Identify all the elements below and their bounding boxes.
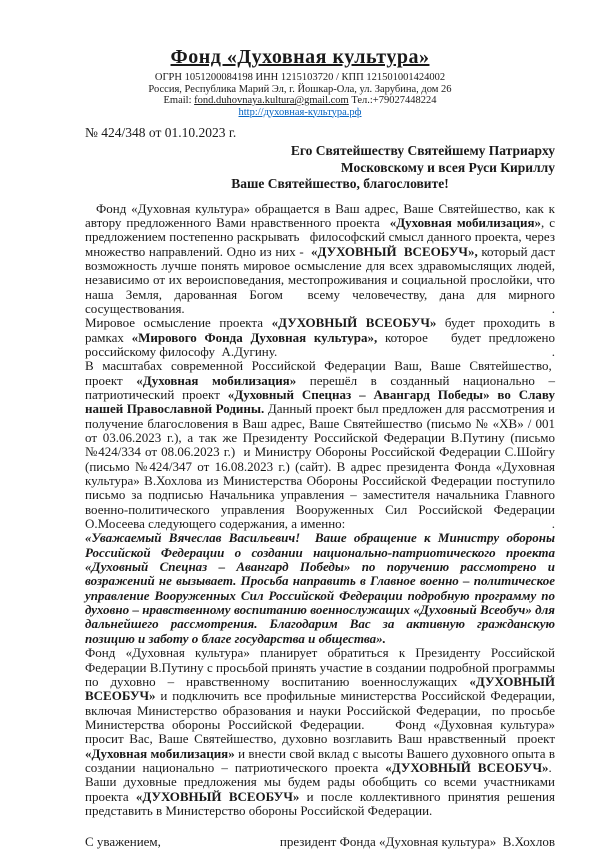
email-link[interactable]: fond.duhovnaya.kultura@gmail.com [194, 95, 349, 106]
text-run: . Ваши духовные предложения мы будем рады обобщить со всеми участниками проекта [85, 759, 555, 804]
text-run: . [551, 343, 555, 359]
contact-line [0, 95, 600, 107]
salutation: Ваше Святейшество, благословите! [231, 176, 449, 191]
text-run: . [551, 516, 555, 532]
text-run: «ДУХОВНЫЙ ВСЕОБУЧ» [271, 315, 437, 331]
addressee-line-2: Московскому и всея Руси Кириллу [340, 159, 555, 175]
letterhead [0, 0, 600, 118]
website-line [0, 107, 600, 119]
text-run: «Духовная мобилизация» [136, 372, 297, 388]
postal-address-line: Россия, Республика Марий Эл, г. Йошкар-Ола, ул. Зарубина, дом 26 [148, 83, 452, 95]
text-run: Фонд «Духовная культура» планирует обратиться к Президенту Российской Федерации В.Путину с просьбой принять участие в создании подробной программы по духовно – нравственному воспитанию военнослужащих [85, 645, 555, 689]
addressee-block [85, 143, 555, 176]
text-run: В масштабах современной Российской Федерации Ваш, Ваше Святейшество, проект [85, 358, 555, 388]
registration-line: ОГРН 1051200084198 ИНН 1215103720 / КПП 121501001424002 [154, 72, 446, 83]
body-paragraph [85, 359, 555, 531]
website-link[interactable]: http://духовная-культура.рф [238, 106, 362, 118]
text-run: «ДУХОВНЫЙ ВСЕОБУЧ» [85, 673, 555, 704]
text-run: «ДУХОВНЫЙ ВСЕОБУЧ» [135, 788, 300, 804]
phone-number: Тел.:+79027448224 [348, 95, 437, 106]
text-run: . [551, 300, 555, 316]
text-run: и подключить все профильные министерства Российской Федерации, включая Министерство образования и науки Российской Федерации, по просьбе Министерства обороны Российской Федерации. Фонд «Духовная культура» просит Вас, Ваше Святейшество, духовно возглавить Ваш нравственный проект [85, 688, 555, 747]
body-paragraph [85, 646, 555, 818]
text-run: который даст возможность лучше понять мировое осмысление для всех здравомыслящих людей, независимо от их вероисповедания, местопроживания и социальной прослойки, что наша Земля, дарованная Богом всему человечеству, дана для мирного сосуществования. [85, 243, 555, 316]
text-run: и внести свой вклад с высоты Вашего духовного опыта в создании национально – патриотического проекта [85, 745, 555, 775]
text-run: Данный проект был предложен для рассмотрения и получение благословения в Ваш адрес, Ваше Святейшество (письмо № «ХВ» / 001 от 03.06.2023 г.), а так же Президенту Российской Федерации В.Путину (письмо №424/334 от 08.06.2023 г.) и Министру Обороны Российской Федерации С.Шойгу (письмо №424/347 от 16.08.2023 г.) (сайт). В адрес президента Фонда «Духовная культура» В.Хохлова из Министерства Обороны Российской Федерации поступило письмо за подписью Начальника управления – заместителя начальника Главного военно-политического управления Вооруженных Сил Российской Федерации О.Мосеева следующего содержания, а именно: [85, 401, 556, 532]
body-paragraph [85, 316, 555, 359]
text-run: которое будет предложено российскому философу А.Дугину. [85, 329, 555, 359]
organization-title: Фонд «Духовная культура» [170, 46, 430, 68]
reference-number: № 424/348 от 01.10.2023 г. [85, 125, 237, 140]
letter-content [85, 143, 555, 818]
text-run: перешёл в созданный национально – патриотический проект [85, 372, 555, 402]
text-run: и после коллективного принятия решения представить в Министерство обороны Российской Федерации. [85, 788, 555, 818]
text-run: «Духовная мобилизация» [85, 745, 235, 761]
text-run: , с предложением постепенно раскрывать философский смысл данного проекта, через множество направлений. Одно из них - [85, 214, 555, 259]
text-run: «Мирового Фонда Духовная культура», [131, 329, 378, 345]
text-run: «Духовная мобилизация» [389, 214, 542, 230]
addressee-line-1: Его Святейшеству Святейшему Патриарху [290, 143, 555, 158]
signature-closing: С уважением, [85, 834, 161, 850]
text-run: «ДУХОВНЫЙ ВСЕОБУЧ» [385, 759, 549, 775]
text-run: «Духовный Спецназ – Авангард Победы» во Славу нашей Православной Родины. [85, 386, 555, 417]
email-label: Email: [163, 95, 195, 106]
signature-block [85, 834, 555, 850]
letter-body [85, 202, 555, 819]
signature-signer: президент Фонда «Духовная культура» В.Хохлов [279, 834, 555, 850]
text-run: «ДУХОВНЫЙ ВСЕОБУЧ», [310, 243, 478, 259]
text-run: «Уважаемый Вячеслав Васильевич! Ваше обращение к Министру обороны Российской Федерации о создании национально-патриотического проекта «Духовный Спецназ – Авангард Победы» по поручению рассмотрено и возражений не вызывает. Просьба направить в Главное военно – политическое управление Вооруженных Сил Российской Федерации подробную программу по духовно – нравственному воспитанию военнослужащих «Духовный Всеобуч» для дальнейшего рассмотрения. Благодарим Вас за активную гражданскую позицию и заботу о благе государства и общества». [85, 530, 555, 646]
text-run: Фонд «Духовная культура» обращается в Ваш адрес, Ваше Святейшество, как к автору предложенного Вами нравственного проекта [85, 200, 555, 230]
body-paragraph [85, 202, 555, 317]
text-run: будет проходить в рамках [85, 315, 555, 345]
quoted-reply-paragraph [85, 531, 555, 646]
text-run: Мировое осмысление проекта [85, 315, 272, 331]
